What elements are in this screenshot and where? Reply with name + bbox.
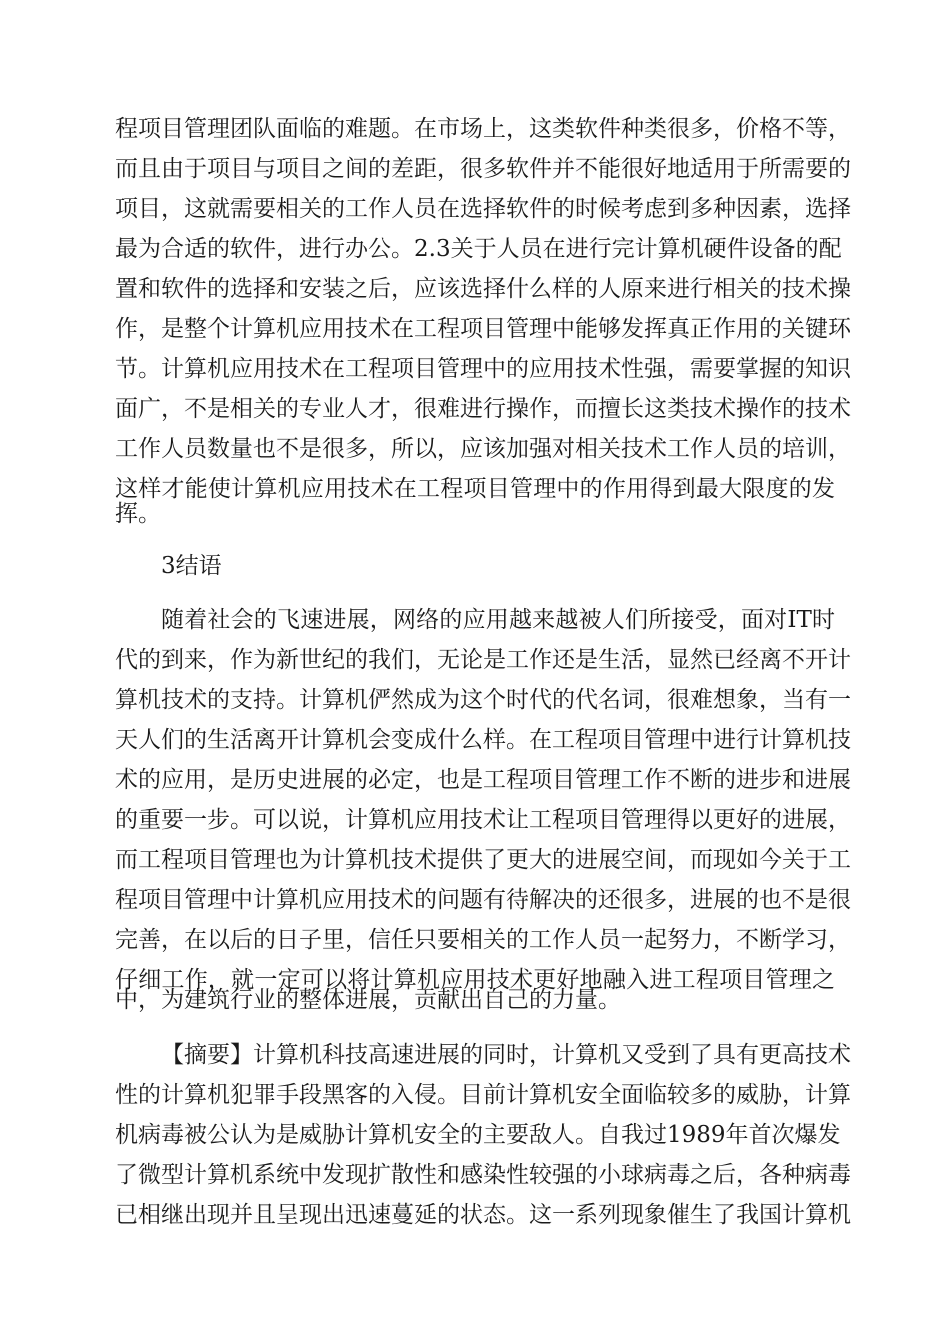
section-heading: 3结语 bbox=[161, 553, 222, 579]
paragraph-1-line: 挥。 bbox=[115, 501, 161, 527]
paragraph-2-line: 而工程项目管理也为计算机技术提供了更大的进展空间，而现如今关于工 bbox=[115, 847, 851, 873]
paragraph-1-line: 这样才能使计算机应用技术在工程项目管理中的作用得到最大限度的发 bbox=[115, 476, 835, 502]
paragraph-1-line: 最为合适的软件，进行办公。2.3关于人员在进行完计算机硬件设备的配 bbox=[115, 236, 842, 262]
paragraph-3-line: 【摘要】计算机科技高速进展的同时，计算机又受到了具有更高技术 bbox=[161, 1042, 851, 1068]
paragraph-1-line: 项目，这就需要相关的工作人员在选择软件的时候考虑到多种因素，选择 bbox=[115, 196, 851, 222]
paragraph-3-line: 机病毒被公认为是威胁计算机安全的主要敌人。自我过1989年首次爆发 bbox=[115, 1122, 841, 1148]
paragraph-1-line: 而且由于项目与项目之间的差距，很多软件并不能很好地适用于所需要的 bbox=[115, 156, 851, 182]
paragraph-2-line: 程项目管理中计算机应用技术的问题有待解决的还很多，进展的也不是很 bbox=[115, 887, 851, 913]
paragraph-1-line: 程项目管理团队面临的难题。在市场上，这类软件种类很多，价格不等， bbox=[115, 116, 851, 142]
paragraph-2-line: 的重要一步。可以说，计算机应用技术让工程项目管理得以更好的进展， bbox=[115, 807, 851, 833]
paragraph-2-line: 仔细工作，就一定可以将计算机应用技术更好地融入进工程项目管理之 bbox=[115, 967, 835, 993]
paragraph-1-line: 工作人员数量也不是很多，所以，应该加强对相关技术工作人员的培训， bbox=[115, 436, 851, 462]
paragraph-2-line: 术的应用，是历史进展的必定，也是工程项目管理工作不断的进步和进展 bbox=[115, 767, 851, 793]
paragraph-2-line: 天人们的生活离开计算机会变成什么样。在工程项目管理中进行计算机技 bbox=[115, 727, 851, 753]
paragraph-3-line: 性的计算机犯罪手段黑客的入侵。目前计算机安全面临较多的威胁，计算 bbox=[115, 1082, 851, 1108]
paragraph-2-line: 完善，在以后的日子里，信任只要相关的工作人员一起努力，不断学习， bbox=[115, 927, 851, 953]
paragraph-1-line: 面广，不是相关的专业人才，很难进行操作，而擅长这类技术操作的技术 bbox=[115, 396, 851, 422]
paragraph-1-line: 作，是整个计算机应用技术在工程项目管理中能够发挥真正作用的关键环 bbox=[115, 316, 851, 342]
paragraph-2-line: 代的到来，作为新世纪的我们，无论是工作还是生活，显然已经离不开计 bbox=[115, 647, 851, 673]
paragraph-2-line: 算机技术的支持。计算机俨然成为这个时代的代名词，很难想象，当有一 bbox=[115, 687, 851, 713]
paragraph-3-line: 了微型计算机系统中发现扩散性和感染性较强的小球病毒之后，各种病毒 bbox=[115, 1162, 851, 1188]
paragraph-3-line: 已相继出现并且呈现出迅速蔓延的状态。这一系列现象催生了我国计算机 bbox=[115, 1202, 851, 1228]
paragraph-1-line: 置和软件的选择和安装之后，应该选择什么样的人原来进行相关的技术操 bbox=[115, 276, 851, 302]
paragraph-2-line: 中，为建筑行业的整体进展，贡献出自己的力量。 bbox=[115, 987, 621, 1013]
paragraph-2-line: 随着社会的飞速进展，网络的应用越来越被人们所接受，面对IT时 bbox=[161, 607, 835, 633]
paragraph-1-line: 节。计算机应用技术在工程项目管理中的应用技术性强，需要掌握的知识 bbox=[115, 356, 851, 382]
